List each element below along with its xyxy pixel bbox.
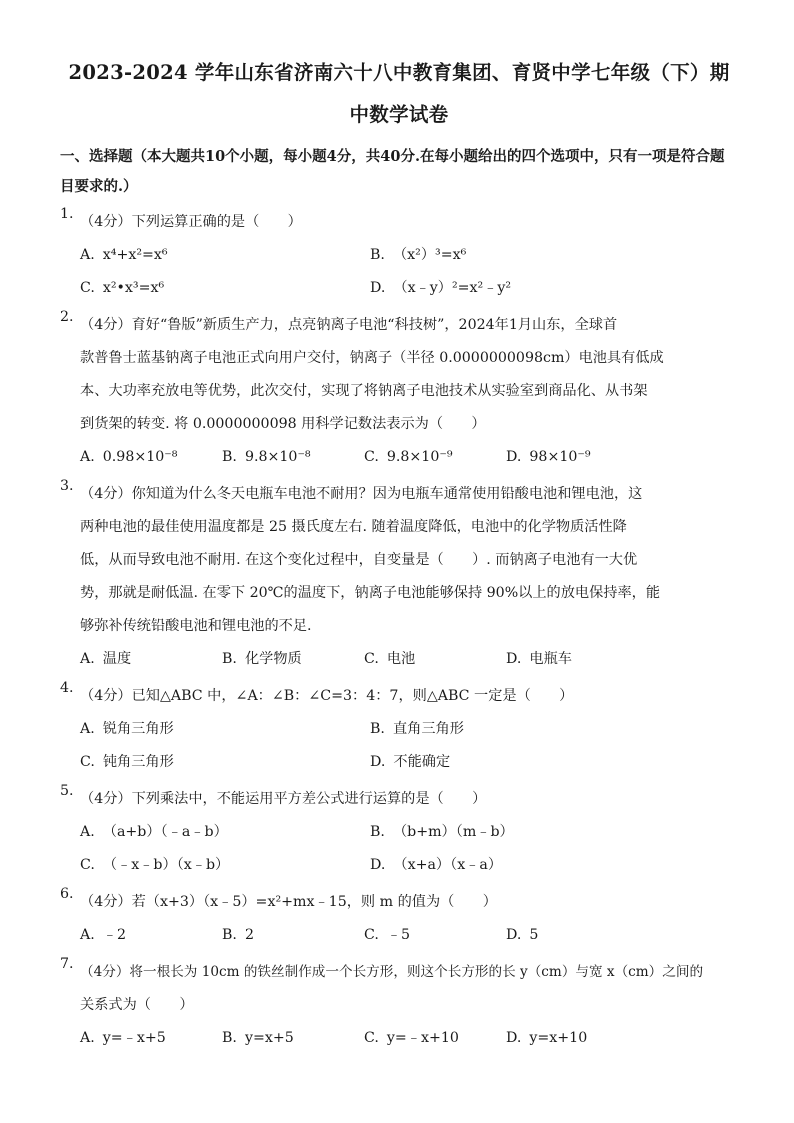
title-line-2: 中数学试卷 <box>349 103 449 126</box>
option-a[interactable]: A. ﹣2 <box>80 927 126 943</box>
option-a[interactable]: A. 温度 <box>80 651 132 667</box>
question-number: 6. <box>60 886 74 902</box>
option-c[interactable]: C. 钝角三角形 <box>80 754 174 770</box>
question-text: （4分）下列乘法中，不能运用平方差公式进行运算的是（ ） <box>80 791 487 807</box>
options <box>60 919 738 952</box>
question-text: （4分）你知道为什么冬天电瓶车电池不耐用？因为电瓶车通常使用铅酸电池和锂电池，这 <box>80 486 643 502</box>
options <box>60 1022 738 1055</box>
question-number: 1. <box>60 206 74 222</box>
option-d[interactable]: D. 不能确定 <box>370 754 451 770</box>
page-title <box>60 52 738 136</box>
question-text-cont: 款普鲁士蓝基钠离子电池正式向用户交付，钠离子（半径 0.0000000098cm）电池具有低成 <box>80 350 664 366</box>
option-d[interactable]: D. （x﹣y）²=x²﹣y² <box>370 280 512 296</box>
option-d[interactable]: D. y=x+10 <box>506 1030 588 1046</box>
option-b[interactable]: B. y=x+5 <box>222 1030 294 1046</box>
question-1 <box>60 206 738 305</box>
question-7 <box>60 956 738 1055</box>
option-a[interactable]: A. x⁴+x²=x⁶ <box>80 247 168 263</box>
section-heading-line-1: 一、选择题（本大题共10个小题，每小题4分，共40分.在每小题给出的四个选项中，只有一项是符合题 <box>60 148 725 165</box>
option-a[interactable]: A. 锐角三角形 <box>80 721 174 737</box>
question-text-cont: 两种电池的最佳使用温度都是 25 摄氏度左右. 随着温度降低，电池中的化学物质活性降 <box>80 519 627 535</box>
question-text-cont: 低，从而导致电池不耐用. 在这个变化过程中，自变量是（ ）. 而钠离子电池有一大优 <box>80 552 638 568</box>
option-b[interactable]: B. （b+m）（m﹣b） <box>370 824 514 840</box>
option-b[interactable]: B. 直角三角形 <box>370 721 464 737</box>
question-text-cont: 到货架的转变. 将 0.0000000098 用科学记数法表示为（ ） <box>80 416 486 432</box>
option-c[interactable]: C. 9.8×10⁻⁹ <box>364 449 453 465</box>
question-text-cont: 关系式为（ ） <box>80 997 194 1013</box>
question-5 <box>60 783 738 882</box>
title-line-1: 2023-2024 学年山东省济南六十八中教育集团、育贤中学七年级（下）期 <box>68 61 730 84</box>
option-c[interactable]: C. 电池 <box>364 651 416 667</box>
option-b[interactable]: B. 化学物质 <box>222 651 302 667</box>
option-b[interactable]: B. 9.8×10⁻⁸ <box>222 449 311 465</box>
question-number: 2. <box>60 309 74 325</box>
options <box>60 441 738 474</box>
option-c[interactable]: C. （﹣x﹣b）（x﹣b） <box>80 857 230 873</box>
question-text: （4分）将一根长为 10cm 的铁丝制作成一个长方形，则这个长方形的长 y（cm）与宽 x（cm）之间的 <box>80 964 704 980</box>
question-text: （4分）若（x+3）（x﹣5）=x²+mx﹣15，则 m 的值为（ ） <box>80 894 497 910</box>
option-d[interactable]: D. （x+a）（x﹣a） <box>370 857 503 873</box>
option-c[interactable]: C. ﹣5 <box>364 927 411 943</box>
option-d[interactable]: D. 电瓶车 <box>506 651 572 667</box>
question-text: （4分）育好“鲁版”新质生产力，点亮钠离子电池“科技树”，2024年1月山东，全球首 <box>80 317 618 333</box>
question-text: （4分）已知△ABC 中，∠A：∠B：∠C=3：4：7，则△ABC 一定是（ ） <box>80 688 574 704</box>
question-3 <box>60 478 738 676</box>
option-a[interactable]: A. y=﹣x+5 <box>80 1030 166 1046</box>
option-d[interactable]: D. 98×10⁻⁹ <box>506 449 591 465</box>
question-text: （4分）下列运算正确的是（ ） <box>80 214 302 230</box>
question-2 <box>60 309 738 474</box>
options <box>60 713 738 779</box>
question-text-cont: 势，那就是耐低温. 在零下 20℃的温度下，钠离子电池能够保持 90%以上的放电保持率，能 <box>80 585 661 601</box>
question-number: 3. <box>60 478 74 494</box>
question-4 <box>60 680 738 779</box>
question-number: 7. <box>60 956 74 972</box>
question-text-cont: 够弥补传统铅酸电池和锂电池的不足. <box>80 618 312 634</box>
section-heading <box>60 142 738 202</box>
question-number: 4. <box>60 680 74 696</box>
question-number: 5. <box>60 783 74 799</box>
option-a[interactable]: A. 0.98×10⁻⁸ <box>80 449 178 465</box>
option-a[interactable]: A. （a+b）（﹣a﹣b） <box>80 824 228 840</box>
options <box>60 643 738 676</box>
question-text-cont: 本、大功率充放电等优势，此次交付，实现了将钠离子电池技术从实验室到商品化、从书架 <box>80 383 648 399</box>
option-b[interactable]: B. （x²）³=x⁶ <box>370 247 467 263</box>
option-d[interactable]: D. 5 <box>506 927 539 943</box>
option-c[interactable]: C. y=﹣x+10 <box>364 1030 459 1046</box>
options <box>60 239 738 305</box>
option-c[interactable]: C. x²•x³=x⁶ <box>80 280 165 296</box>
question-6 <box>60 886 738 952</box>
options <box>60 816 738 882</box>
option-b[interactable]: B. 2 <box>222 927 254 943</box>
section-heading-line-2: 目要求的.） <box>60 178 138 195</box>
